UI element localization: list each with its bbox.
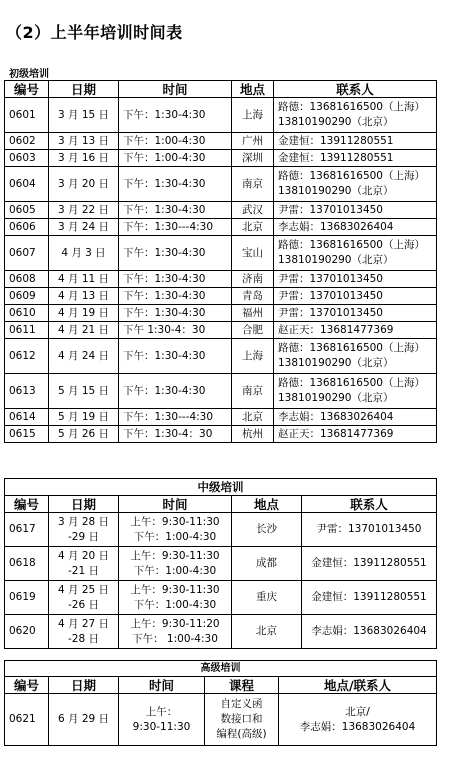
row-place: 福州 (232, 305, 274, 322)
row-date: 4 月 13 日 (49, 288, 119, 305)
row-time: 下午：1:30-4:30 (119, 288, 232, 305)
table-row (5, 513, 437, 547)
row-id: 0602 (5, 133, 49, 150)
row-place: 南京 (232, 167, 274, 202)
row-contact: 金建恒：13911280551 (302, 581, 437, 615)
basic-training-table (4, 80, 437, 443)
row-contact: 李志娟：13683026404 (302, 615, 437, 649)
row-id: 0611 (5, 322, 49, 339)
row-contact: 尹雷：13701013450 (302, 513, 437, 547)
header-course: 课程 (205, 677, 279, 694)
row-place: 成都 (232, 547, 302, 581)
row-place: 长沙 (232, 513, 302, 547)
basic-section-label: 初级培训 (9, 69, 49, 80)
row-contact: 尹雷：13701013450 (274, 202, 437, 219)
table-row (5, 219, 437, 236)
header-place: 地点 (232, 496, 302, 513)
row-id: 0613 (5, 374, 49, 409)
header-contact: 联系人 (274, 81, 437, 98)
row-contact: 赵正天：13681477369 (274, 426, 437, 443)
intermediate-training-table (4, 478, 437, 649)
header-date: 日期 (49, 496, 119, 513)
row-date: 3 月 16 日 (49, 150, 119, 167)
row-date: 6 月 29 日 (49, 694, 119, 746)
row-id: 0612 (5, 339, 49, 374)
table-row (5, 547, 437, 581)
row-id: 0617 (5, 513, 49, 547)
row-contact: 路德：13681616500（上海） 13810190290（北京） (274, 98, 437, 133)
row-time: 上午：9:30-11:30 下午：1:00-4:30 (119, 513, 232, 547)
row-time: 下午 1:30-4：30 (119, 322, 232, 339)
row-date: 4 月 20 日 -21 日 (49, 547, 119, 581)
row-place: 重庆 (232, 581, 302, 615)
row-contact: 路德：13681616500（上海） 13810190290（北京） (274, 236, 437, 271)
row-date: 3 月 28 日 -29 日 (49, 513, 119, 547)
row-contact: 赵正天：13681477369 (274, 322, 437, 339)
row-time: 上午：9:30-11:30 下午：1:00-4:30 (119, 547, 232, 581)
row-time: 下午：1:30-4：30 (119, 426, 232, 443)
row-time: 下午：1:30-4:30 (119, 202, 232, 219)
row-date: 3 月 20 日 (49, 167, 119, 202)
row-place: 青岛 (232, 288, 274, 305)
advanced-training-table (4, 660, 437, 746)
row-date: 3 月 22 日 (49, 202, 119, 219)
row-id: 0618 (5, 547, 49, 581)
table-row (5, 426, 437, 443)
row-contact: 尹雷：13701013450 (274, 288, 437, 305)
row-id: 0601 (5, 98, 49, 133)
row-place: 济南 (232, 271, 274, 288)
row-time: 下午：1:00-4:30 (119, 150, 232, 167)
row-date: 4 月 21 日 (49, 322, 119, 339)
header-place: 地点 (232, 81, 274, 98)
table-row (5, 150, 437, 167)
table-row (5, 581, 437, 615)
row-contact: 李志娟：13683026404 (274, 219, 437, 236)
row-date: 4 月 3 日 (49, 236, 119, 271)
row-place: 宝山 (232, 236, 274, 271)
row-place: 深圳 (232, 150, 274, 167)
row-date: 3 月 13 日 (49, 133, 119, 150)
row-date: 5 月 19 日 (49, 409, 119, 426)
row-place: 上海 (232, 98, 274, 133)
row-date: 5 月 15 日 (49, 374, 119, 409)
row-time: 下午：1:30-4:30 (119, 339, 232, 374)
row-id: 0606 (5, 219, 49, 236)
row-contact: 李志娟：13683026404 (274, 409, 437, 426)
row-place: 合肥 (232, 322, 274, 339)
row-time: 下午：1:30-4:30 (119, 374, 232, 409)
row-contact: 北京/ 李志娟：13683026404 (279, 694, 437, 746)
table-row (5, 615, 437, 649)
row-date: 4 月 24 日 (49, 339, 119, 374)
row-time: 上午： 9:30-11:30 (119, 694, 205, 746)
row-date: 3 月 15 日 (49, 98, 119, 133)
row-time: 上午：9:30-11:20 下午： 1:00-4:30 (119, 615, 232, 649)
row-course: 自定义函 数接口和 编程(高级) (205, 694, 279, 746)
row-time: 下午：1:30---4:30 (119, 409, 232, 426)
row-id: 0621 (5, 694, 49, 746)
header-time: 时间 (119, 677, 205, 694)
header-date: 日期 (49, 81, 119, 98)
row-place: 北京 (232, 409, 274, 426)
row-date: 3 月 24 日 (49, 219, 119, 236)
advanced-section-label: 高级培训 (5, 661, 437, 677)
page-title: （2）上半年培训时间表 (6, 23, 183, 42)
table-row (5, 339, 437, 374)
row-id: 0604 (5, 167, 49, 202)
header-id: 编号 (5, 677, 49, 694)
row-date: 4 月 11 日 (49, 271, 119, 288)
header-time: 时间 (119, 496, 232, 513)
row-id: 0610 (5, 305, 49, 322)
table-row (5, 305, 437, 322)
row-place: 南京 (232, 374, 274, 409)
row-time: 下午：1:30-4:30 (119, 305, 232, 322)
row-contact: 金建恒：13911280551 (274, 150, 437, 167)
table-row (5, 694, 437, 746)
header-place-contact: 地点/联系人 (279, 677, 437, 694)
row-id: 0608 (5, 271, 49, 288)
row-date: 4 月 25 日 -26 日 (49, 581, 119, 615)
row-time: 下午：1:30-4:30 (119, 271, 232, 288)
table-row (5, 236, 437, 271)
row-date: 5 月 26 日 (49, 426, 119, 443)
table-row (5, 133, 437, 150)
table-row (5, 271, 437, 288)
table-row (5, 374, 437, 409)
row-id: 0607 (5, 236, 49, 271)
table-row (5, 288, 437, 305)
row-contact: 金建恒：13911280551 (302, 547, 437, 581)
row-id: 0614 (5, 409, 49, 426)
row-contact: 路德：13681616500（上海） 13810190290（北京） (274, 167, 437, 202)
row-contact: 路德：13681616500（上海） 13810190290（北京） (274, 374, 437, 409)
row-time: 下午：1:30-4:30 (119, 98, 232, 133)
row-date: 4 月 27 日 -28 日 (49, 615, 119, 649)
row-time: 下午：1:30-4:30 (119, 236, 232, 271)
row-time: 上午：9:30-11:30 下午：1:00-4:30 (119, 581, 232, 615)
row-place: 北京 (232, 615, 302, 649)
table-row (5, 202, 437, 219)
table-row (5, 98, 437, 133)
row-id: 0603 (5, 150, 49, 167)
table-row (5, 409, 437, 426)
intermediate-section-label: 中级培训 (5, 479, 437, 496)
header-date: 日期 (49, 677, 119, 694)
row-contact: 路德：13681616500（上海） 13810190290（北京） (274, 339, 437, 374)
row-id: 0615 (5, 426, 49, 443)
row-place: 北京 (232, 219, 274, 236)
table-row (5, 167, 437, 202)
header-id: 编号 (5, 81, 49, 98)
row-place: 武汉 (232, 202, 274, 219)
row-time: 下午：1:30---4:30 (119, 219, 232, 236)
header-time: 时间 (119, 81, 232, 98)
row-time: 下午：1:00-4:30 (119, 133, 232, 150)
row-contact: 金建恒：13911280551 (274, 133, 437, 150)
header-id: 编号 (5, 496, 49, 513)
row-contact: 尹雷：13701013450 (274, 271, 437, 288)
row-date: 4 月 19 日 (49, 305, 119, 322)
row-id: 0619 (5, 581, 49, 615)
row-id: 0605 (5, 202, 49, 219)
row-place: 广州 (232, 133, 274, 150)
table-row (5, 322, 437, 339)
row-id: 0620 (5, 615, 49, 649)
row-place: 上海 (232, 339, 274, 374)
row-contact: 尹雷：13701013450 (274, 305, 437, 322)
header-contact: 联系人 (302, 496, 437, 513)
row-place: 杭州 (232, 426, 274, 443)
row-id: 0609 (5, 288, 49, 305)
row-time: 下午：1:30-4:30 (119, 167, 232, 202)
